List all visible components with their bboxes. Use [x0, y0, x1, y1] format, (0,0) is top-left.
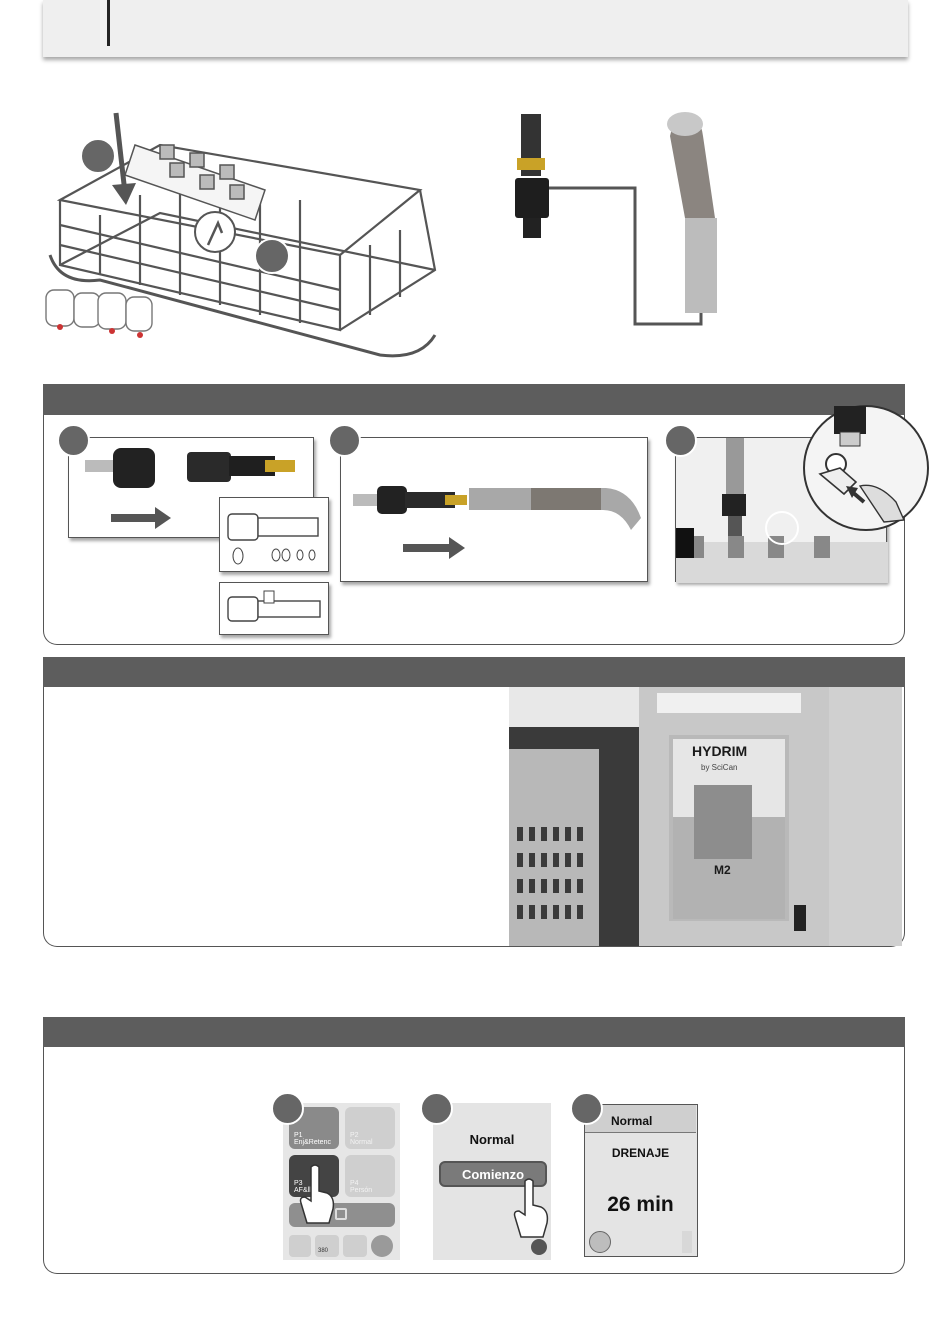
washer-machine-photo	[509, 687, 902, 946]
program-menu-screen	[283, 1103, 400, 1260]
section-header	[43, 384, 905, 415]
step-marker	[328, 424, 361, 457]
program-tile-p2[interactable]	[345, 1107, 395, 1149]
zoom-detail-illustration	[800, 402, 932, 534]
o-ring-parts-illustration	[220, 498, 330, 573]
step-image-box	[219, 582, 329, 635]
start-screen	[433, 1103, 551, 1260]
program-tile-label: P3 AF&ll	[294, 1180, 311, 1194]
step-marker	[57, 424, 90, 457]
section-header	[43, 657, 905, 688]
program-tile-p4[interactable]	[345, 1155, 395, 1197]
step-marker	[420, 1092, 453, 1125]
step-marker	[664, 424, 697, 457]
bottom-counter: 380	[318, 1248, 329, 1254]
pointing-hand-icon	[511, 1177, 551, 1241]
remaining-time: 26 min	[607, 1193, 674, 1216]
coupling-and-handpiece-illustration	[505, 108, 735, 333]
step-marker	[570, 1092, 603, 1125]
bottles-icon[interactable]	[343, 1235, 367, 1257]
program-title: Normal	[611, 1114, 653, 1128]
section-header	[43, 1017, 905, 1048]
stop-button[interactable]	[589, 1231, 611, 1253]
direction-arrow	[111, 514, 157, 522]
progress-indicator	[682, 1231, 692, 1253]
machine-brand-suffix: by SciCan	[701, 763, 738, 772]
header-divider	[107, 0, 110, 46]
next-arrow-button[interactable]	[531, 1239, 547, 1255]
settings-icon[interactable]	[289, 1235, 311, 1257]
pointing-hand-icon	[297, 1163, 337, 1227]
direction-arrow	[403, 544, 451, 552]
coupling-outline-illustration	[220, 583, 330, 636]
program-tile-label: P2 Normal	[350, 1132, 373, 1146]
page-header-bar	[43, 0, 908, 57]
step-marker	[271, 1092, 304, 1125]
program-title: Normal	[469, 1132, 515, 1147]
cycle-running-screen	[584, 1104, 698, 1257]
program-tile-label: P4 Persón	[350, 1180, 373, 1194]
machine-model: M2	[714, 863, 731, 877]
machine-brand: HYDRIM	[692, 743, 748, 759]
bottom-icon-row	[287, 1235, 397, 1257]
start-button-label: Comienzo	[461, 1167, 525, 1182]
cycle-status: DRENAJE	[611, 1146, 670, 1160]
step-marker	[254, 238, 290, 274]
gear-icon[interactable]	[371, 1235, 393, 1257]
program-tile-label: P1 Enj&Retenc	[294, 1132, 331, 1146]
step-marker	[80, 138, 116, 174]
step-image-box	[219, 497, 329, 572]
step-image-box	[340, 437, 648, 582]
coupling-to-handpiece-illustration	[341, 438, 649, 583]
